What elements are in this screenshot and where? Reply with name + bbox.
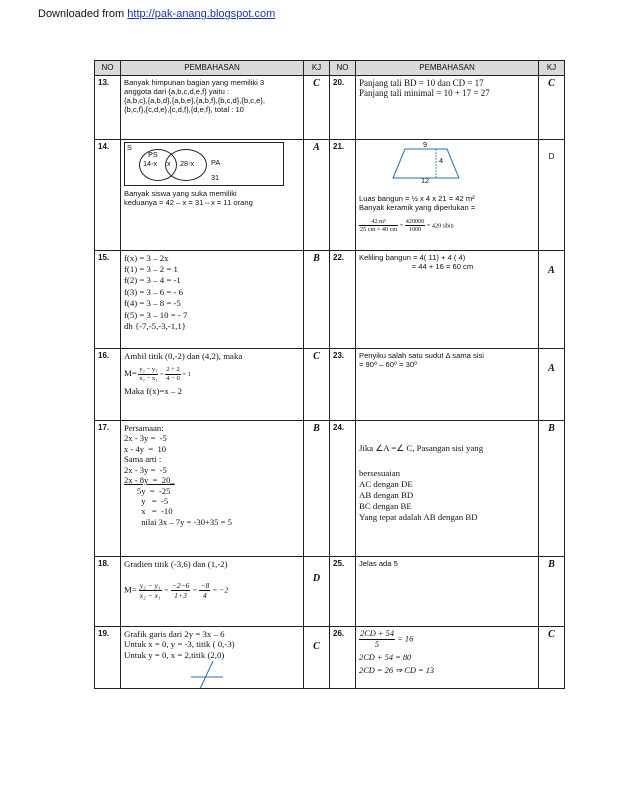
venn-pa-label: PA bbox=[211, 157, 221, 167]
q18-slope-formula: M= $\frac{\text{y₂ − y₁}}{\text{x₂ − x₁}}$ = $\frac{-2-6}{1+3}$ = $\frac{-8}{4}$ = −2 bbox=[124, 581, 229, 601]
q15-solution bbox=[121, 250, 304, 348]
q24-line: AC dengan DE bbox=[359, 478, 413, 489]
q17-line: 2x - 8y = 20_ bbox=[124, 475, 175, 486]
q21-solution bbox=[356, 139, 539, 250]
q21-fraction-2: $\frac{420000}{1000}$ bbox=[405, 217, 425, 234]
q21-line: Luas bangun = ½ x 4 x 21 = 42 m² bbox=[359, 193, 475, 203]
q15-line: dh {-7,-5,-3,-1,1} bbox=[124, 321, 186, 332]
q24-line: Jika ∠A =∠ C, Pasangan sisi yang bbox=[359, 442, 484, 453]
q19-line: Untuk y = 0, x = 2,titik (2,0) bbox=[124, 649, 225, 660]
q26-equation-1: $\frac{2CD + 54}{5}$ = 16 bbox=[360, 628, 414, 649]
q22-number: 22. bbox=[330, 250, 356, 348]
q23-line: = 90⁰ – 60⁰ = 30⁰ bbox=[359, 359, 418, 369]
q17-line: Persamaan: bbox=[124, 422, 164, 433]
table-row bbox=[95, 420, 565, 556]
table-header-row bbox=[95, 61, 565, 76]
col-no: NO bbox=[95, 61, 121, 76]
venn-outside-value: 31 bbox=[211, 172, 220, 182]
q23-solution bbox=[356, 348, 539, 420]
venn-intersection: x bbox=[167, 158, 171, 168]
q24-solution bbox=[356, 420, 539, 556]
q17-line: Sama arti : bbox=[124, 454, 162, 465]
q16-fraction-2: $\frac{2 + 2}{4 - 0}$ bbox=[166, 366, 180, 382]
q22-line: = 44 + 16 = 60 cm bbox=[359, 261, 474, 271]
q15-line: f(x) = 3 – 2x bbox=[124, 252, 169, 263]
q17-line: 2x - 3y = -5 bbox=[124, 464, 167, 475]
table-row bbox=[95, 626, 565, 688]
q15-line: f(1) = 3 – 2 = 1 bbox=[124, 264, 178, 275]
q16-fraction-1: $\frac{\text{y₂ − y₁}}{\text{x₂ − x₁}}$ bbox=[139, 366, 158, 382]
q24-line: AB dengan BD bbox=[359, 489, 414, 500]
q20-line: Panjang tali minimal = 10 + 17 = 27 bbox=[359, 88, 490, 99]
col-pembahasan-2: PEMBAHASAN bbox=[356, 61, 539, 76]
trap-height-label: 4 bbox=[439, 155, 444, 165]
q16-solution bbox=[121, 348, 304, 420]
q15-line: f(2) = 3 – 4 = -1 bbox=[124, 275, 181, 286]
header-prefix: Downloaded from bbox=[38, 8, 128, 20]
q15-line: f(4) = 3 – 8 = -5 bbox=[124, 298, 181, 309]
q19-number: 19. bbox=[95, 626, 121, 688]
q13-line: Banyak himpunan bagian yang memiliki 3 bbox=[124, 77, 265, 87]
q26-answer: C bbox=[539, 626, 565, 688]
venn-universe-label: S bbox=[127, 142, 132, 152]
q24-number: 24. bbox=[330, 420, 356, 556]
col-no-2: NO bbox=[330, 61, 356, 76]
q14-number: 14. bbox=[95, 139, 121, 250]
q24-line: Yang tepat adalah AB dengan BD bbox=[359, 511, 478, 522]
q21-number: 21. bbox=[330, 139, 356, 250]
q14-line: Banyak siswa yang suka memiliki bbox=[124, 188, 237, 198]
q20-line: Panjang tali BD = 10 dan CD = 17 bbox=[359, 77, 484, 88]
q16-line: Maka f(x)=x – 2 bbox=[124, 385, 182, 396]
q20-answer: C bbox=[539, 75, 565, 139]
col-kj: KJ bbox=[304, 61, 330, 76]
answer-table bbox=[94, 60, 565, 689]
q19-line: Grafik garis dari 2y = 3x – 6 bbox=[124, 628, 225, 639]
q22-solution bbox=[356, 250, 539, 348]
q21-fraction-1: $\frac{\text{42 m²}}{25 cm \times 40 cm}$ bbox=[360, 217, 398, 234]
q18-line: Gradien titik (-3,6) dan (1,-2) bbox=[124, 558, 228, 569]
q13-answer: C bbox=[304, 75, 330, 139]
trap-top-label: 9 bbox=[423, 139, 428, 149]
q22-line: Keliling bangun = 4( 11) + 4 ( 4) bbox=[359, 252, 466, 262]
q20-number: 20. bbox=[330, 75, 356, 139]
table-row bbox=[95, 556, 565, 626]
q14-answer: A bbox=[304, 139, 330, 250]
q14-solution bbox=[121, 139, 304, 250]
q24-answer: B bbox=[539, 420, 565, 556]
q20-solution bbox=[356, 75, 539, 139]
q14-line: keduanya = 42 – x = 31⇔x = 11 orang bbox=[124, 197, 253, 207]
download-header bbox=[38, 8, 275, 20]
table-row bbox=[95, 75, 565, 139]
q23-number: 23. bbox=[330, 348, 356, 420]
q24-line: BC dengan BE bbox=[359, 500, 412, 511]
q19-line: Untuk x = 0, y = -3, titik ( 0,-3) bbox=[124, 639, 235, 650]
q15-answer: B bbox=[304, 250, 330, 348]
q19-answer: C bbox=[304, 626, 330, 688]
q21-calculation: $\frac{\text{42 m²}}{25 cm \times 40 cm}$ = $\frac{420000}{1000}$ = 420 ubin bbox=[360, 217, 454, 234]
q15-line: f(5) = 3 – 10 = - 7 bbox=[124, 309, 188, 320]
q23-line: Penyiku salah satu sudut Δ sama sisi bbox=[359, 350, 484, 360]
venn-right-region: 28-x bbox=[180, 158, 195, 168]
q21-answer: D bbox=[539, 139, 565, 250]
q26-solution bbox=[356, 626, 539, 688]
q17-line: y = -5 bbox=[124, 495, 169, 506]
q13-line: {a,b,c},{a,b,d},{a,b,e},{a,b,f},{b,c,d},{b,c,e}, bbox=[124, 95, 266, 105]
q25-answer: B bbox=[539, 556, 565, 626]
table-row bbox=[95, 348, 565, 420]
table-row bbox=[95, 139, 565, 250]
q16-line: Ambil titik (0,-2) dan (4,2), maka bbox=[124, 350, 243, 361]
q13-line: {b,c,f},{c,d,e},{c,d,f},{d,e,f}, total : 10 bbox=[124, 104, 244, 114]
q25-solution: Jelas ada 5 bbox=[356, 556, 539, 626]
q18-solution bbox=[121, 556, 304, 626]
q13-solution bbox=[121, 75, 304, 139]
trapezoid-figure bbox=[391, 139, 461, 185]
venn-ps-label: PS bbox=[148, 149, 158, 159]
q22-answer: A bbox=[539, 250, 565, 348]
q26-line: 2CD = 26 ⇒ CD = 13 bbox=[359, 665, 435, 675]
trap-bottom-label: 12 bbox=[421, 175, 430, 185]
q16-answer: C bbox=[304, 348, 330, 420]
col-kj-2: KJ bbox=[539, 61, 565, 76]
q17-number: 17. bbox=[95, 420, 121, 556]
q17-line: 2x - 3y = -5 bbox=[124, 433, 167, 444]
q17-answer: B bbox=[304, 420, 330, 556]
q26-fraction: $\frac{2CD + 54}{5}$ bbox=[360, 628, 395, 649]
q18-answer: D bbox=[304, 556, 330, 626]
q19-solution bbox=[121, 626, 304, 688]
venn-left-region: 14-x bbox=[143, 158, 158, 168]
q13-line: anggota dari {a,b,c,d,e,f} yaitu : bbox=[124, 86, 230, 96]
q21-line: Banyak keramik yang diperlukan = bbox=[359, 202, 476, 212]
q17-line: nilai 3x – 7y = -30+35 = 5 bbox=[124, 516, 232, 527]
q18-fraction-1: $\frac{\text{y₂ − y₁}}{\text{x₂ − x₁}}$ bbox=[139, 581, 161, 601]
q18-number: 18. bbox=[95, 556, 121, 626]
q15-number: 15. bbox=[95, 250, 121, 348]
q25-number: 25. bbox=[330, 556, 356, 626]
q16-slope-formula: M= $\frac{\text{y₂ − y₁}}{\text{x₂ − x₁}}$ = $\frac{2 + 2}{4 - 0}$ = 1 bbox=[124, 366, 191, 382]
col-pembahasan: PEMBAHASAN bbox=[121, 61, 304, 76]
q24-line: bersesuaian bbox=[359, 467, 401, 478]
q15-line: f(3) = 3 – 6 = - 6 bbox=[124, 286, 184, 297]
graph-sketch bbox=[187, 661, 227, 689]
q17-line: 5y = -25 bbox=[124, 485, 171, 496]
q26-line: 2CD + 54 = 80 bbox=[359, 652, 412, 662]
q17-line: x = -10 bbox=[124, 506, 173, 517]
venn-diagram bbox=[124, 142, 284, 186]
q21-result: = 420 ubin bbox=[426, 222, 454, 230]
q17-solution bbox=[121, 420, 304, 556]
q13-number: 13. bbox=[95, 75, 121, 139]
q26-number: 26. bbox=[330, 626, 356, 688]
q18-fraction-3: $\frac{-8}{4}$ bbox=[200, 581, 210, 601]
q16-number: 16. bbox=[95, 348, 121, 420]
table-row bbox=[95, 250, 565, 348]
q18-fraction-2: $\frac{-2-6}{1+3}$ bbox=[171, 581, 190, 601]
source-link[interactable]: http://pak-anang.blogspot.com bbox=[127, 8, 276, 20]
q17-line: x - 4y = 10 bbox=[124, 443, 167, 454]
q23-answer: A bbox=[539, 348, 565, 420]
